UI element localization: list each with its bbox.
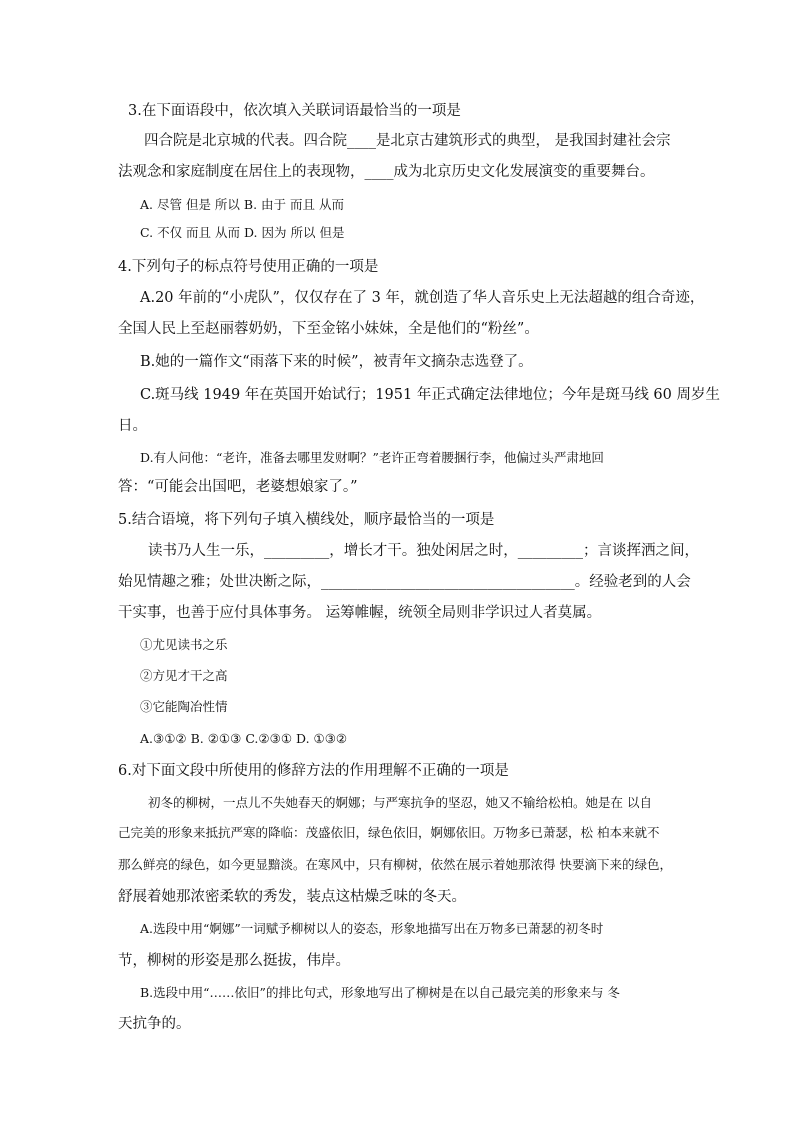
q6-passage-line-1: 初冬的柳树，一点儿不失她春天的婀娜；与严寒抗争的坚忍，她又不输给松柏。她是在 以自 — [148, 795, 652, 810]
q4-option-a-line-2: 全国人民上至赵丽蓉奶奶，下至金铭小妹妹，全是他们的“粉丝”。 — [118, 321, 539, 337]
q3-options-line-2: C. 不仅 而且 从而 D. 因为 所以 但是 — [140, 225, 345, 240]
q4-option-c-line-1: C.斑马线 1949 年在英国开始试行；1951 年正式确定法律地位；今年是斑马线 60 周岁生 — [140, 387, 720, 403]
q5-sentence-2: ②方见才干之高 — [140, 668, 228, 683]
q6-option-b-line-1: B.选段中用“……依旧”的排比句式，形象地写出了柳树是在以自己最完美的形象来与 冬 — [140, 985, 620, 1000]
q5-passage-line-1: 读书乃人生一乐，_________，增长才干。独处闲居之时，_________；言谈挥洒之间， — [148, 543, 699, 559]
q4-option-a-line-1: A.20 年前的“小虎队”，仅仅存在了 3 年，就创造了华人音乐史上无法超越的组合奇迹， — [140, 290, 705, 306]
q4-option-d-line-2: 答：“可能会出国吧，老婆想娘家了。” — [118, 479, 358, 495]
q6-passage-line-4: 舒展着她那浓密柔软的秀发，装点这枯燥乏味的冬天。 — [118, 889, 466, 905]
q5-passage-line-2: 始见情趣之雅；处世决断之际，___________________________________。经验老到的人会 — [118, 574, 691, 590]
q3-passage-line-1: 四合院是北京城的代表。四合院____是北京古建筑形式的典型， 是我国封建社会宗 — [144, 133, 671, 149]
q6-option-b-line-2: 天抗争的。 — [118, 1016, 191, 1032]
q4-option-d-line-1: D.有人问他：“老许，准备去哪里发财啊？”老许正弯着腰捆行李，他偏过头严肃地回 — [140, 450, 604, 465]
q4-option-c-line-2: 日。 — [118, 418, 147, 434]
q6-passage-line-3: 那么鲜亮的绿色，如今更显黯淡。在寒风中，只有柳树，依然在展示着她那浓得 快要滴下来的绿色， — [118, 857, 672, 872]
q5-sentence-3: ③它能陶冶性情 — [140, 699, 228, 714]
q5-sentence-1: ①尤见读书之乐 — [140, 637, 228, 652]
q5-passage-line-3: 干实事，也善于应付具体事务。 运筹帷幄，统领全局则非学识过人者莫属。 — [118, 605, 602, 621]
q4-option-b: B.她的一篇作文“雨落下来的时候”，被青年文摘杂志选登了。 — [140, 354, 533, 370]
q3-options-line-1: A. 尽管 但是 所以 B. 由于 而且 从而 — [140, 197, 344, 212]
q3-passage-line-2: 法观念和家庭制度在居住上的表现物，____成为北京历史文化发展演变的重要舞台。 — [118, 164, 655, 180]
q5-options: A.③①② B. ②①③ C.②③① D. ①③② — [140, 731, 348, 746]
q3-stem: 3.在下面语段中，依次填入关联词语最恰当的一项是 — [128, 103, 461, 119]
q6-option-a-line-1: A.选段中用“婀娜”一词赋予柳树以人的姿态，形象地描写出在万物多已萧瑟的初冬时 — [140, 921, 604, 936]
q4-stem: 4.下列句子的标点符号使用正确的一项是 — [118, 259, 379, 275]
q6-passage-line-2: 己完美的形象来抵抗严寒的降临：茂盛依旧，绿色依旧，婀娜依旧。万物多已萧瑟，松 柏本来就不 — [118, 825, 660, 840]
q5-stem: 5.结合语境，将下列句子填入横线处，顺序最恰当的一项是 — [118, 512, 495, 528]
q6-option-a-line-2: 节，柳树的形姿是那么挺拔，伟岸。 — [118, 953, 350, 969]
q6-stem: 6.对下面文段中所使用的修辞方法的作用理解不正确的一项是 — [118, 763, 509, 779]
